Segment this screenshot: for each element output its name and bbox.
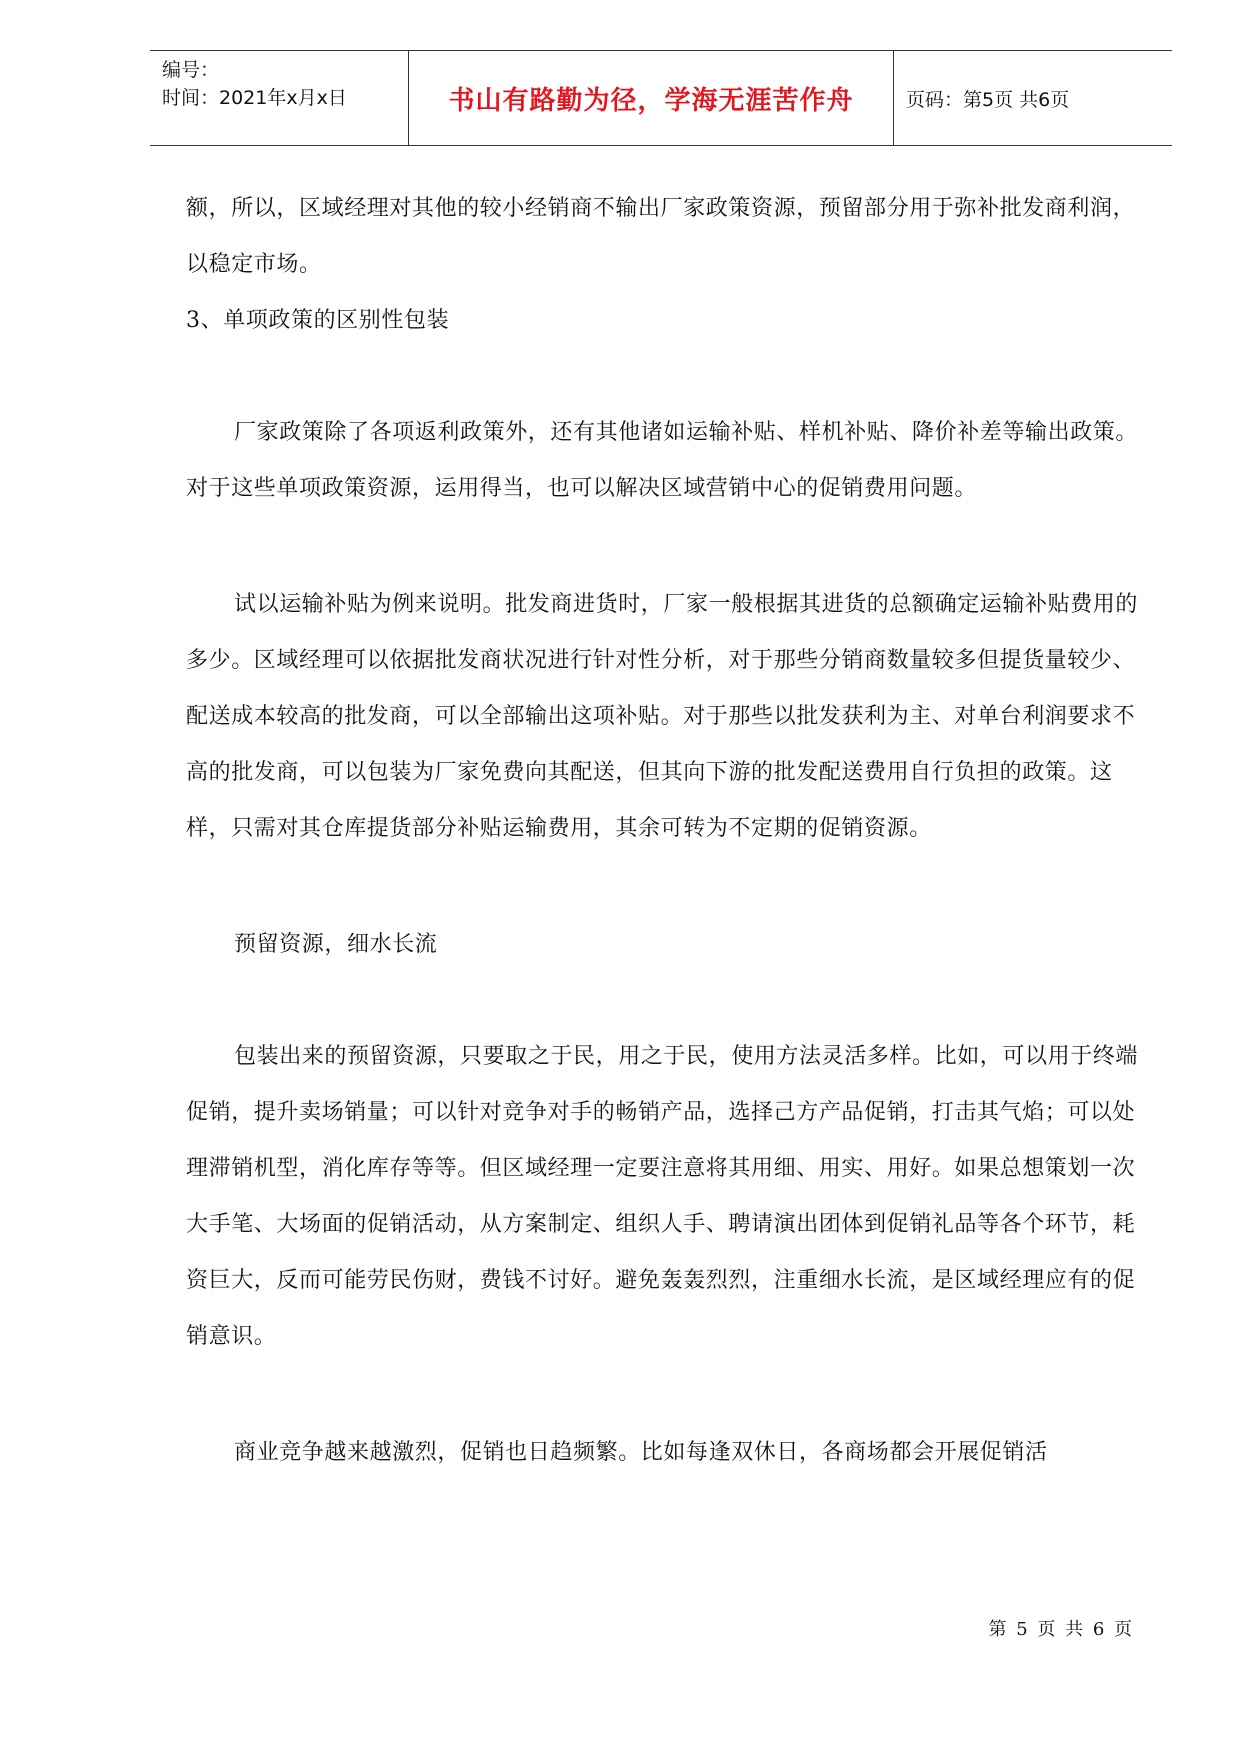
subheading: 预留资源，细水长流 [234, 932, 438, 957]
document-header [150, 50, 1172, 146]
page-footer: 第 5 页 共 6 页 [988, 1619, 1134, 1640]
spacer [186, 517, 1146, 577]
paragraph: 厂家政策除了各项返利政策外，还有其他诸如运输补贴、样机补贴、降价补差等输出政策。对于这些单项政策资源，运用得当，也可以解决区域营销中心的促销费用问题。 [186, 420, 1139, 501]
header-motto: 书山有路勤为径，学海无涯苦作舟 [409, 51, 894, 145]
spacer [186, 857, 1146, 917]
header-meta-cell [150, 51, 409, 145]
header-time-label: 时间：2021年x月x日 [162, 87, 347, 109]
paragraph: 商业竞争越来越激烈，促销也日趋频繁。比如每逢双休日，各商场都会开展促销活 [234, 1440, 1048, 1465]
spacer [186, 349, 1146, 405]
section-heading: 3、单项政策的区别性包装 [186, 308, 450, 333]
header-number-label: 编号： [162, 59, 220, 81]
paragraph: 试以运输补贴为例来说明。批发商进货时，厂家一般根据其进货的总额确定运输补贴费用的多少。区域经理可以依据批发商状况进行针对性分析，对于那些分销商数量较多但提货量较少、配送成本较高的批发商，可以全部输出这项补贴。对于那些以批发获利为主、对单台利润要求不高的批发商，可以包装为厂家免费向其配送，但其向下游的批发配送费用自行负担的政策。这样，只需对其仓库提货部分补贴运输费用，其余可转为不定期的促销资源。 [186, 592, 1139, 841]
spacer [186, 973, 1146, 1029]
spacer [186, 1365, 1146, 1425]
paragraph: 包装出来的预留资源，只要取之于民，用之于民，使用方法灵活多样。比如，可以用于终端促销，提升卖场销量；可以针对竞争对手的畅销产品，选择己方产品促销，打击其气焰；可以处理滞销机型，消化库存等等。但区域经理一定要注意将其用细、用实、用好。如果总想策划一次大手笔、大场面的促销活动，从方案制定、组织人手、聘请演出团体到促销礼品等各个环节，耗资巨大，反而可能劳民伤财，费钱不讨好。避免轰轰烈烈，注重细水长流，是区域经理应有的促销意识。 [186, 1044, 1139, 1349]
header-page-code: 页码：第5页 共6页 [906, 88, 1070, 111]
document-body [186, 181, 1146, 1481]
paragraph-continuation: 额，所以，区域经理对其他的较小经销商不输出厂家政策资源，预留部分用于弥补批发商利润，以稳定市场。 [186, 196, 1136, 277]
